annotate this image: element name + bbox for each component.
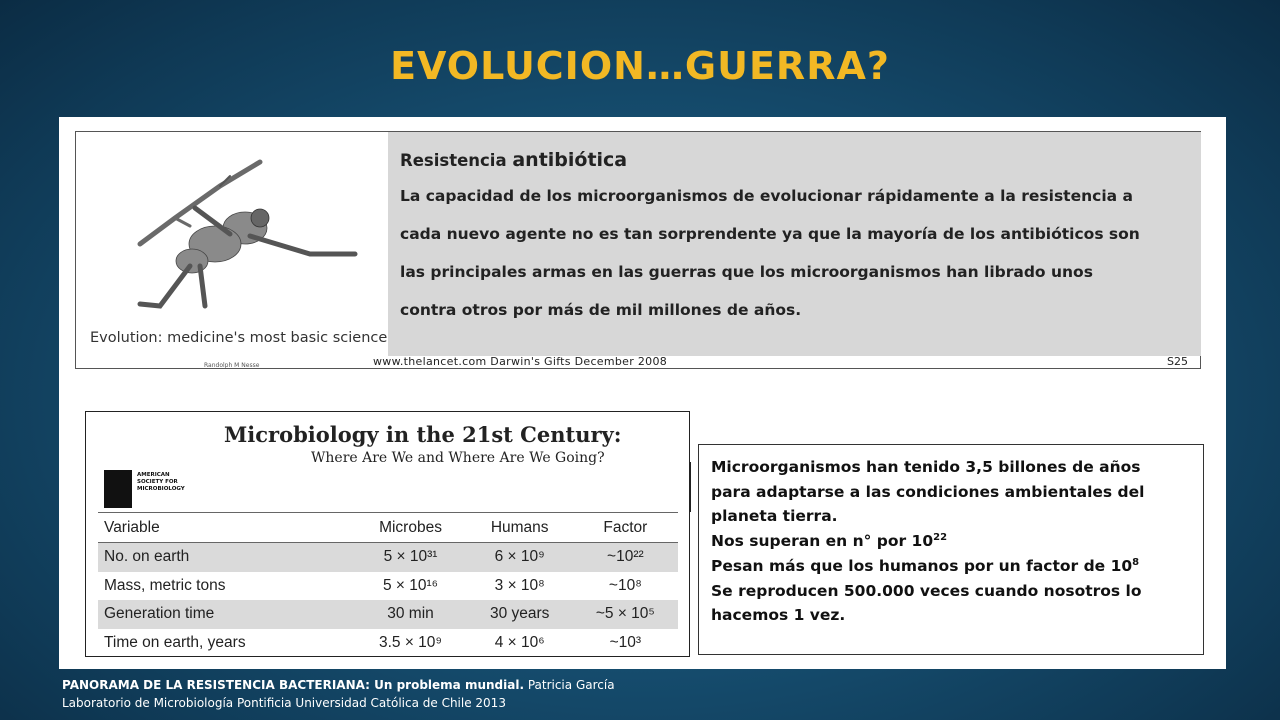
fact-line: Se reproducen 500.000 veces cuando nosotros lo bbox=[711, 581, 1142, 600]
table-cell: ~10²² bbox=[573, 543, 678, 572]
table-cell: 30 years bbox=[467, 600, 573, 629]
body-line: cada nuevo agente no es tan sorprendente ya que la mayoría de los antibióticos son bbox=[400, 225, 1140, 243]
source-citation bbox=[62, 676, 615, 712]
antibiotic-heading bbox=[400, 149, 1189, 171]
citation-title: PANORAMA DE LA RESISTENCIA BACTERIANA: Un problema mundial. bbox=[62, 678, 524, 692]
comparison-table bbox=[98, 512, 678, 657]
lancet-footer bbox=[373, 355, 1188, 369]
microbiology-subtitle: Where Are We and Where Are We Going? bbox=[311, 450, 605, 466]
lancet-excerpt bbox=[75, 131, 1201, 369]
asm-logo bbox=[104, 470, 214, 510]
fact-line: planeta tierra. bbox=[711, 507, 838, 526]
asm-logo-text: AMERICAN SOCIETY FOR MICROBIOLOGY bbox=[137, 472, 185, 492]
column-header: Microbes bbox=[354, 513, 466, 543]
microscope-icon bbox=[104, 470, 132, 508]
primate-illustration bbox=[80, 136, 384, 358]
citation-author: Patricia García bbox=[524, 678, 615, 692]
antibiotic-body bbox=[400, 177, 1189, 329]
table-cell: ~5 × 10⁵ bbox=[573, 600, 678, 629]
table-cell: 3.5 × 10⁹ bbox=[378, 633, 443, 651]
microbiology-title: Microbiology in the 21st Century: bbox=[224, 422, 622, 447]
table-cell: 3 × 10⁸ bbox=[494, 576, 545, 594]
lancet-source: www.thelancet.com Darwin's Gifts December 2008 bbox=[373, 355, 668, 368]
column-header: Variable bbox=[98, 513, 354, 543]
body-line: La capacidad de los microorganismos de evolucionar rápidamente a la resistencia a bbox=[400, 187, 1133, 205]
microorganism-facts bbox=[698, 444, 1204, 655]
table-cell: 4 × 10⁶ bbox=[494, 633, 545, 651]
body-line: las principales armas en las guerras que los microorganismos han librado unos bbox=[400, 263, 1093, 281]
table-cell: 5 × 10³¹ bbox=[354, 543, 466, 572]
table-row bbox=[98, 543, 678, 572]
table-cell: Generation time bbox=[98, 600, 354, 629]
fact-line: hacemos 1 vez. bbox=[711, 606, 846, 625]
column-header: Humans bbox=[467, 513, 573, 543]
content-panel bbox=[59, 117, 1226, 669]
table-row bbox=[98, 572, 678, 601]
heading-small: Resistencia bbox=[400, 151, 513, 170]
table-cell: 30 min bbox=[354, 600, 466, 629]
table-row bbox=[98, 629, 678, 658]
table-cell: ~10⁸ bbox=[608, 576, 642, 594]
table-cell: Mass, metric tons bbox=[104, 576, 226, 594]
table-cell: Time on earth, years bbox=[104, 633, 246, 651]
fact-line: Nos superan en n° por $10^{22}$ bbox=[711, 531, 948, 551]
antibiotic-panel bbox=[388, 132, 1201, 356]
lancet-author: Randolph M Nesse bbox=[204, 362, 260, 369]
fact-line: Pesan más que los humanos por un factor de $10^8$ bbox=[711, 556, 1140, 575]
column-header: Factor bbox=[573, 513, 678, 543]
lancet-page: S25 bbox=[1167, 355, 1188, 368]
table-cell: ~10³ bbox=[609, 633, 642, 651]
citation-institution: Laboratorio de Microbiología Pontificia Universidad Católica de Chile 2013 bbox=[62, 696, 506, 710]
table-cell: 6 × 10⁹ bbox=[467, 543, 573, 572]
slide-title: EVOLUCION…GUERRA? bbox=[390, 44, 890, 88]
table-row bbox=[98, 600, 678, 629]
fact-line: para adaptarse a las condiciones ambientales del bbox=[711, 482, 1145, 501]
heading-big: antibiótica bbox=[512, 149, 628, 171]
table-cell: 5 × 10¹⁶ bbox=[382, 576, 439, 594]
table-header-row bbox=[98, 513, 678, 543]
lancet-caption: Evolution: medicine's most basic science bbox=[90, 330, 388, 346]
microbiology-table-figure bbox=[85, 411, 690, 657]
divider bbox=[689, 462, 691, 512]
table-cell: No. on earth bbox=[98, 543, 354, 572]
fact-line: Microorganismos han tenido 3,5 billones de años bbox=[711, 458, 1141, 476]
body-line: contra otros por más de mil millones de años. bbox=[400, 301, 802, 319]
